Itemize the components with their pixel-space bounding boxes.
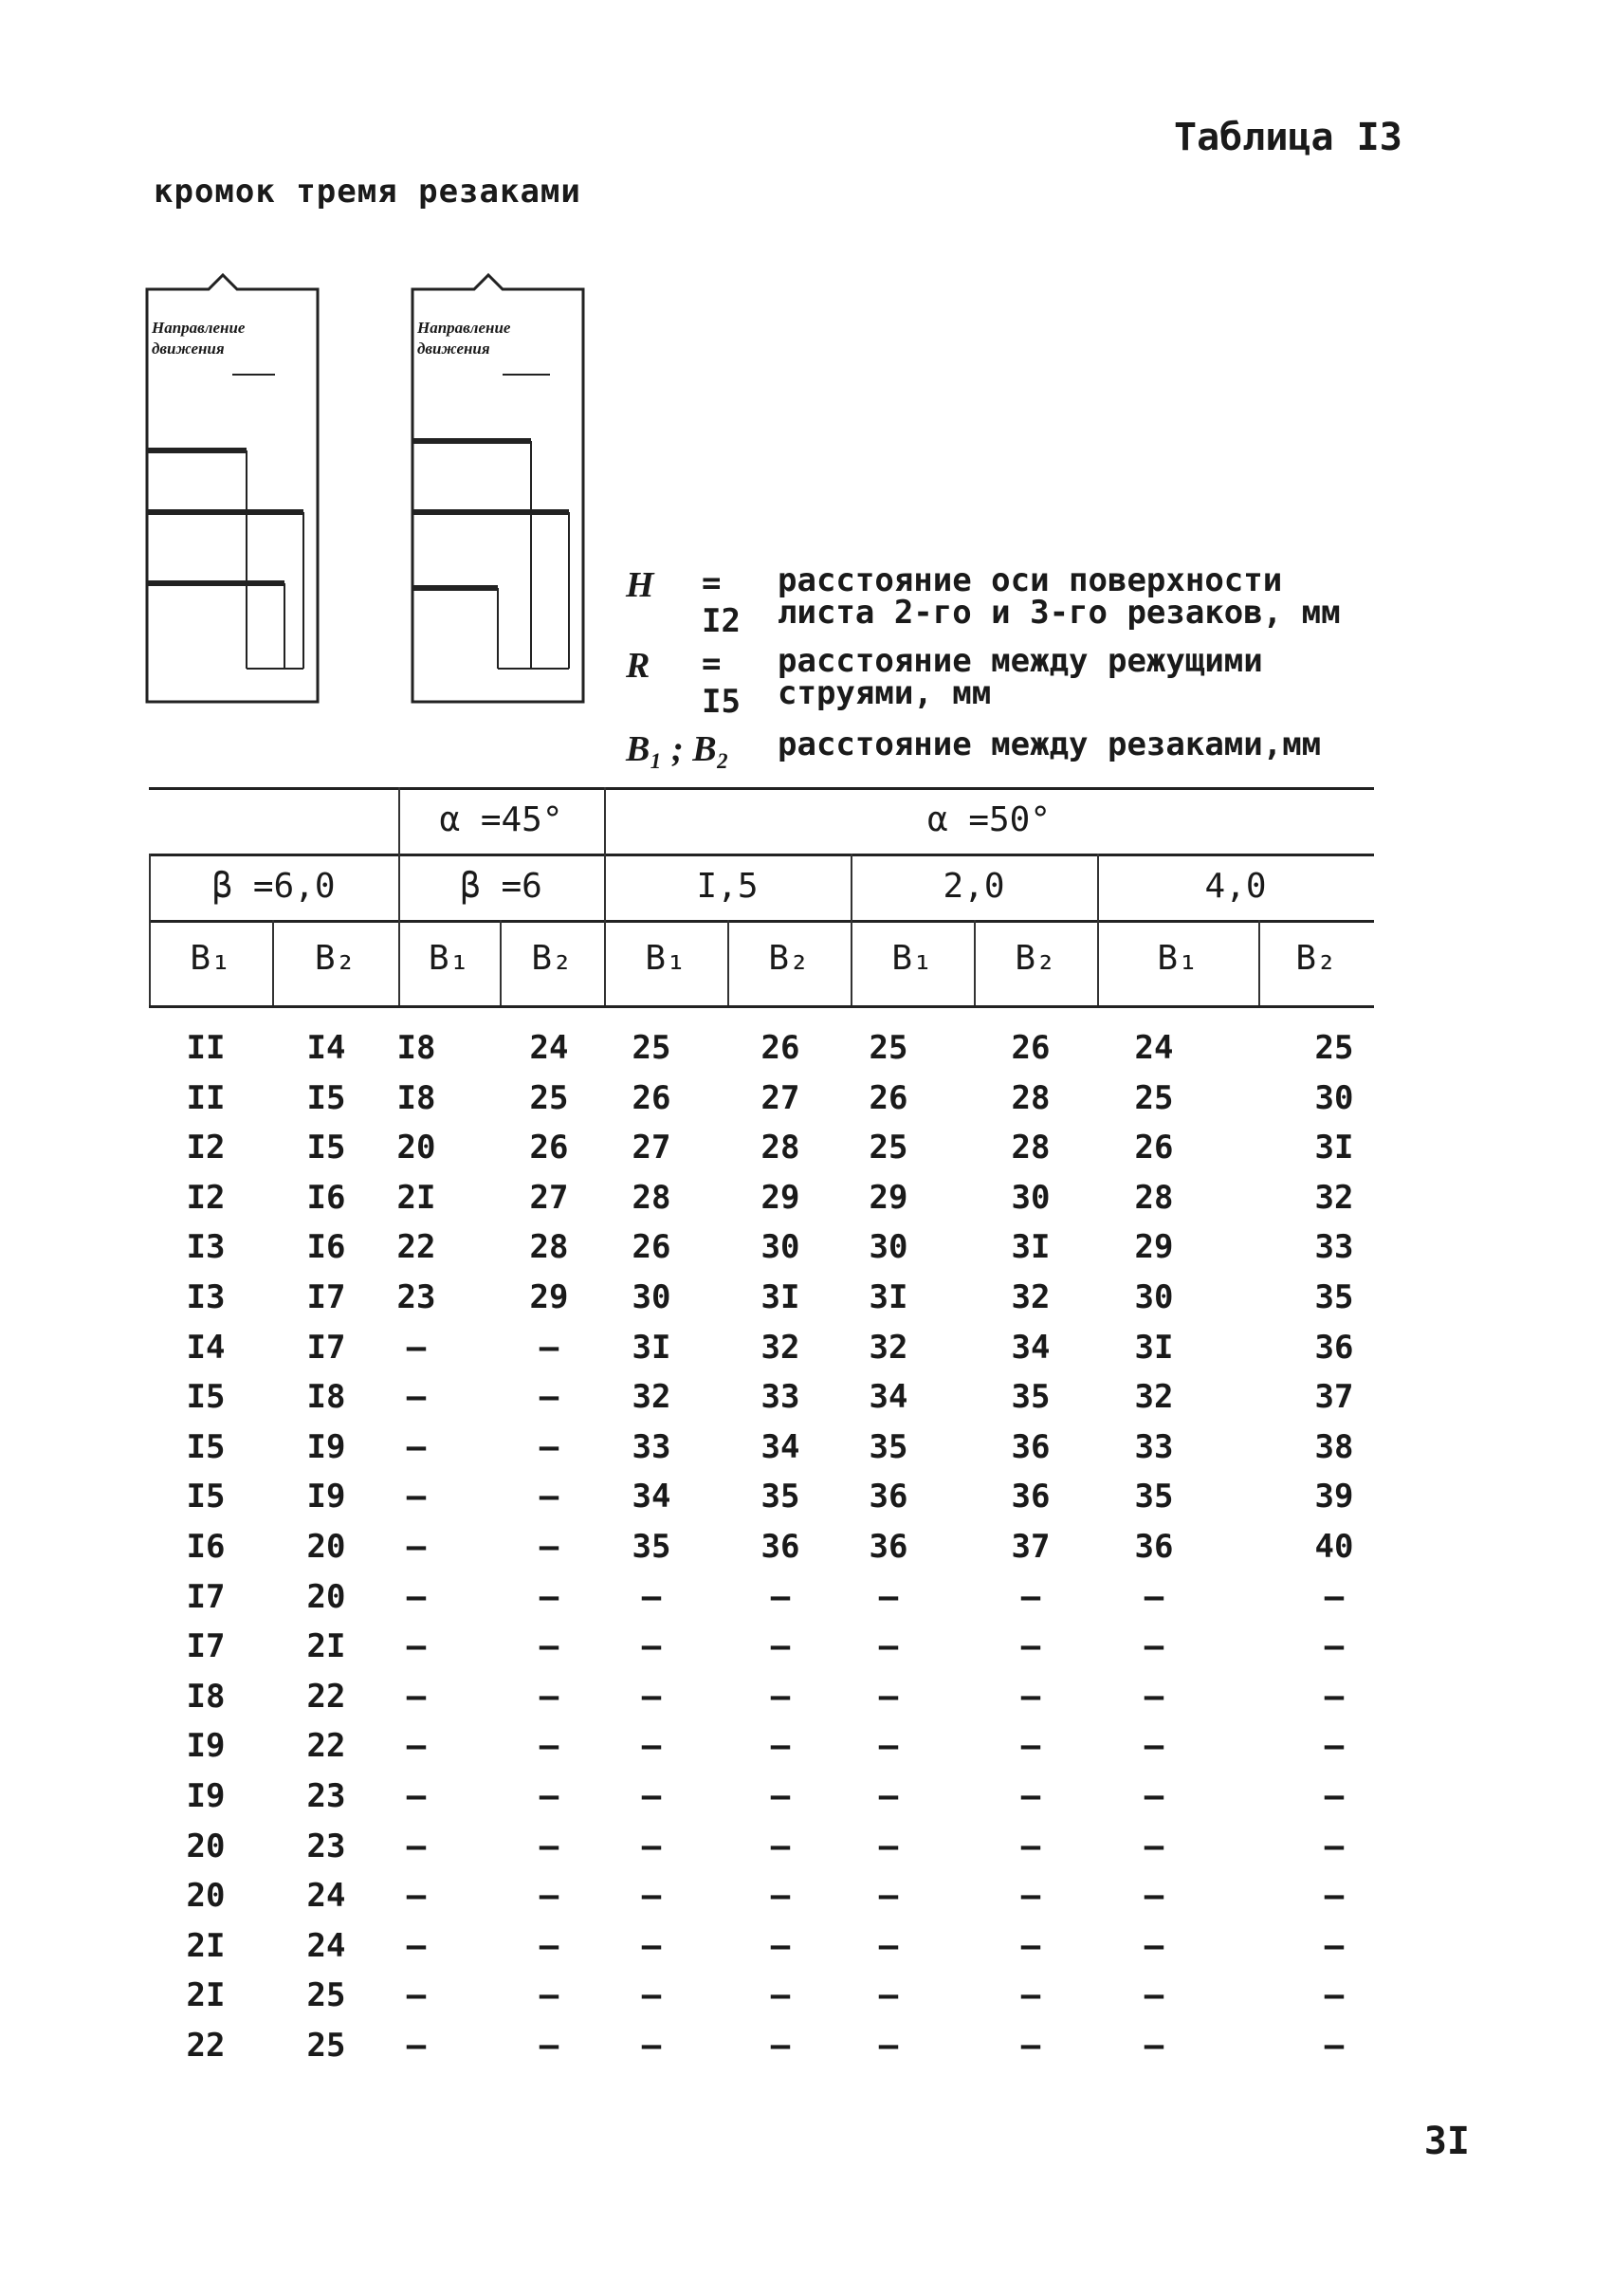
table-cell: II [186,1029,226,1067]
table-cell: – [1020,1627,1041,1666]
table-cell: 32 [1314,1178,1354,1217]
table-cell: I7 [186,1627,226,1666]
table-cell: – [641,1877,662,1916]
table-cell: – [1324,1877,1345,1916]
table-cell: 26 [1011,1029,1051,1067]
table-cell: – [539,1877,559,1916]
table-cell: I9 [186,1777,226,1815]
col-header-b1: B₁ [645,939,687,978]
table-cell: 32 [1011,1278,1051,1316]
legend-description: расстояние между режущими струями, мм [778,642,1263,712]
table-cell: – [1144,1777,1164,1815]
table-cell: 34 [632,1478,671,1516]
table-cell: 36 [1314,1328,1354,1367]
col-header-b2: B₂ [314,939,357,978]
table-cell: 25 [306,1976,346,2015]
table-cell: 32 [632,1378,671,1417]
table-cell: 33 [1134,1427,1174,1466]
header-2-0: 2,0 [943,867,1005,906]
cutting-diagram-1 [142,270,322,707]
table-cell: 36 [760,1528,800,1566]
table-cell: 25 [869,1029,908,1067]
table-cell: – [1144,1926,1164,1965]
table-cell: – [1144,1827,1164,1865]
table-cell: – [1020,1577,1041,1616]
table-cell: – [406,1328,427,1367]
table-cell: – [539,1378,559,1417]
table-cell: – [878,1627,899,1666]
table-cell: 29 [1134,1228,1174,1267]
table-cell: I2 [186,1178,226,1217]
table-cell: 35 [760,1478,800,1516]
legend-symbol: R [626,646,650,686]
table-cell: – [539,1328,559,1367]
table-cell: I3 [186,1228,226,1267]
table-cell: 27 [632,1129,671,1167]
table-cell: 23 [396,1278,436,1316]
table-cell: – [641,1976,662,2015]
table-cell: II [186,1078,226,1117]
table-cell: 36 [1134,1528,1174,1566]
table-cell: 20 [186,1827,226,1865]
table-cell: – [770,1777,791,1815]
table-cell: I6 [306,1228,346,1267]
table-cell: 35 [1134,1478,1174,1516]
table-cell: – [770,2027,791,2065]
table-cell: – [539,1777,559,1815]
table-cell: 22 [306,1727,346,1766]
table-cell: 24 [306,1877,346,1916]
table-cell: – [1144,2027,1164,2065]
table-rule-top [149,787,1374,790]
table-cell: – [1020,1727,1041,1766]
table-cell: 25 [306,2027,346,2065]
table-cell: I4 [306,1029,346,1067]
table-cell: – [878,1976,899,2015]
table-cell: 36 [869,1478,908,1516]
table-cell: – [1020,2027,1041,2065]
table-cell: – [770,1627,791,1666]
table-cell: 37 [1011,1528,1051,1566]
table-cell: – [539,1627,559,1666]
table-cell: 30 [869,1228,908,1267]
table-cell: I9 [186,1727,226,1766]
table-cell: 40 [1314,1528,1354,1566]
table-cell: 25 [1314,1029,1354,1067]
table-cell: I9 [306,1478,346,1516]
table-cell: 20 [186,1877,226,1916]
table-cell: – [1144,1727,1164,1766]
table-cell: – [770,1877,791,1916]
table-cell: – [878,1727,899,1766]
table-cell: 2I [396,1178,436,1217]
table-cell: 36 [869,1528,908,1566]
col-header-b1: B₁ [891,939,933,978]
table-cell: – [641,1827,662,1865]
table-cell: – [406,1877,427,1916]
table-cell: – [406,2027,427,2065]
table-cell: 32 [869,1328,908,1367]
table-title: Таблица I3 [1174,116,1402,159]
table-cell: 36 [1011,1427,1051,1466]
table-cell: – [1324,1926,1345,1965]
table-cell: – [878,1877,899,1916]
table-cell: 26 [760,1029,800,1067]
table-cell: 23 [306,1827,346,1865]
col-header-b1: B₁ [1157,939,1199,978]
table-cell: – [641,1677,662,1716]
table-cell: 24 [529,1029,569,1067]
table-cell: – [1324,1627,1345,1666]
page-heading: кромок тремя резаками [154,173,581,211]
legend-description: расстояние между резаками,мм [778,726,1322,763]
table-cell: – [1020,1877,1041,1916]
table-cell: – [878,1827,899,1865]
table-cell: 25 [1134,1078,1174,1117]
table-cell: I7 [306,1328,346,1367]
table-cell: 32 [1134,1378,1174,1417]
table-cell: 32 [760,1328,800,1367]
table-cell: 33 [1314,1228,1354,1267]
diagram-1-direction-label: Направление движения [152,319,246,358]
table-cell: I4 [186,1328,226,1367]
table-cell: 27 [760,1078,800,1117]
table-cell: I7 [306,1278,346,1316]
table-cell: – [1144,1577,1164,1616]
table-cell: 30 [760,1228,800,1267]
table-cell: I2 [186,1129,226,1167]
table-cell: 24 [306,1926,346,1965]
legend-row-h [626,561,1384,640]
table-cell: – [406,1528,427,1566]
table-cell: 25 [529,1078,569,1117]
table-cell: I5 [186,1427,226,1466]
table-cell: 39 [1314,1478,1354,1516]
col-header-b2: B₂ [531,939,573,978]
table-cell: – [406,1378,427,1417]
header-beta-6-0: β =6,0 [211,867,336,906]
table-cell: – [1324,1777,1345,1815]
table-cell: – [1144,1877,1164,1916]
table-cell: – [539,1727,559,1766]
table-cell: – [1020,1777,1041,1815]
col-header-b2: B₂ [1295,939,1337,978]
table-cell: 3I [632,1328,671,1367]
table-cell: 35 [1011,1378,1051,1417]
table-cell: 28 [529,1228,569,1267]
table-cell: – [539,1926,559,1965]
header-4-0: 4,0 [1204,867,1267,906]
table-cell: – [539,1528,559,1566]
table-cell: 2I [306,1627,346,1666]
table-cell: – [1324,1827,1345,1865]
table-cell: – [878,1777,899,1815]
table-cell: – [641,1727,662,1766]
table-cell: – [878,1926,899,1965]
table-cell: I8 [306,1378,346,1417]
table-cell: I5 [186,1478,226,1516]
table-cell: – [1020,1976,1041,2015]
table-cell: I6 [186,1528,226,1566]
table-cell: 23 [306,1777,346,1815]
table-cell: 26 [632,1228,671,1267]
table-cell: – [406,1627,427,1666]
table-cell: – [406,1577,427,1616]
col-header-b2: B₂ [1015,939,1056,978]
table-cell: – [539,1478,559,1516]
table-cell: 30 [1011,1178,1051,1217]
header-beta-6: β =6 [460,867,542,906]
table-cell: – [539,2027,559,2065]
table-cell: 37 [1314,1378,1354,1417]
page-number: 3I [1423,2120,1470,2163]
table-cell: – [1144,1677,1164,1716]
table-cell: 33 [632,1427,671,1466]
legend-value: = I5 [702,645,741,721]
legend-row-r [626,642,1384,721]
table-cell: 22 [186,2027,226,2065]
table-cell: – [878,2027,899,2065]
table-cell: – [539,1677,559,1716]
table-cell: I8 [186,1677,226,1716]
table-cell: 3I [869,1278,908,1316]
table-cell: – [770,1727,791,1766]
table-cell: 22 [306,1677,346,1716]
table-cell: 25 [869,1129,908,1167]
cutting-diagram-2 [408,270,588,707]
table-cell: I6 [306,1178,346,1217]
table-cell: – [770,1926,791,1965]
table-rule-2 [149,920,1374,923]
table-cell: 26 [529,1129,569,1167]
table-cell: 30 [632,1278,671,1316]
table-cell: – [406,1478,427,1516]
table-cell: 22 [396,1228,436,1267]
table-cell: 28 [760,1129,800,1167]
table-cell: 29 [529,1278,569,1316]
table-cell: – [406,1827,427,1865]
table-cell: – [406,1727,427,1766]
table-cell: – [1324,1677,1345,1716]
table-cell: – [1144,1627,1164,1666]
table-cell: 24 [1134,1029,1174,1067]
table-cell: – [641,1926,662,1965]
legend-value: = I2 [702,564,741,640]
table-cell: 35 [869,1427,908,1466]
table-cell: 34 [869,1378,908,1417]
table-cell: – [641,1777,662,1815]
table-cell: 20 [306,1577,346,1616]
table-cell: 34 [760,1427,800,1466]
table-cell: I9 [306,1427,346,1466]
table-cell: 28 [1011,1078,1051,1117]
table-cell: 3I [1011,1228,1051,1267]
table-cell: I3 [186,1278,226,1316]
table-cell: – [641,1577,662,1616]
table-cell: – [770,1677,791,1716]
table-cell: – [878,1577,899,1616]
table-cell: – [1324,1577,1345,1616]
legend-symbol: B₁ ; B₂ [626,729,729,769]
table-cell: – [1324,1727,1345,1766]
table-cell: – [641,1627,662,1666]
table-cell: – [878,1677,899,1716]
table-cell: – [406,1427,427,1466]
legend-row-b [626,728,1384,770]
table-cell: 27 [529,1178,569,1217]
table-cell: I7 [186,1577,226,1616]
table-cell: 30 [1134,1278,1174,1316]
table-cell: – [406,1926,427,1965]
table-cell: 34 [1011,1328,1051,1367]
table-cell: – [539,1827,559,1865]
table-cell: – [1020,1827,1041,1865]
table-cell: – [770,1827,791,1865]
col-header-b1: B₁ [190,939,231,978]
table-cell: – [770,1976,791,2015]
table-cell: – [539,1427,559,1466]
table-cell: 38 [1314,1427,1354,1466]
table-cell: 28 [1134,1178,1174,1217]
table-cell: 29 [760,1178,800,1217]
table-cell: – [406,1976,427,2015]
table-cell: 26 [869,1078,908,1117]
table-cell: 25 [632,1029,671,1067]
table-cell: – [406,1677,427,1716]
table-cell: 29 [869,1178,908,1217]
table-cell: 33 [760,1378,800,1417]
table-cell: I5 [186,1378,226,1417]
table-rule-3 [149,1005,1374,1008]
table-cell: – [1020,1926,1041,1965]
table-cell: 2I [186,1976,226,2015]
table-cell: 20 [396,1129,436,1167]
table-cell: – [1324,2027,1345,2065]
table-cell: 36 [1011,1478,1051,1516]
table-cell: 26 [632,1078,671,1117]
table-cell: 28 [1011,1129,1051,1167]
header-alpha-45: α =45° [439,800,563,839]
col-header-b2: B₂ [768,939,810,978]
diagram-2-direction-label: Направление движения [417,319,511,358]
table-cell: 30 [1314,1078,1354,1117]
table-cell: 3I [1134,1328,1174,1367]
table-cell: – [1020,1677,1041,1716]
table-cell: 3I [760,1278,800,1316]
table-cell: 28 [632,1178,671,1217]
table-cell: – [770,1577,791,1616]
table-cell: – [406,1777,427,1815]
table-cell: 26 [1134,1129,1174,1167]
table-cell: I8 [396,1078,436,1117]
table-cell: 3I [1314,1129,1354,1167]
legend-symbol: H [626,565,654,605]
table-cell: – [1324,1976,1345,2015]
header-1-5: I,5 [696,867,759,906]
table-cell: I5 [306,1078,346,1117]
legend-description: расстояние оси поверхности листа 2-го и 3-го резаков, мм [778,561,1341,632]
col-header-b1: B₁ [428,939,470,978]
table-cell: 2I [186,1926,226,1965]
table-cell: I8 [396,1029,436,1067]
table-cell: 20 [306,1528,346,1566]
header-alpha-50: α =50° [926,800,1052,839]
table-cell: I5 [306,1129,346,1167]
table-cell: – [539,1976,559,2015]
table-cell: – [641,2027,662,2065]
table-cell: 35 [632,1528,671,1566]
table-cell: 35 [1314,1278,1354,1316]
table-cell: – [1144,1976,1164,2015]
table-rule-1 [149,854,1374,856]
table-cell: – [539,1577,559,1616]
